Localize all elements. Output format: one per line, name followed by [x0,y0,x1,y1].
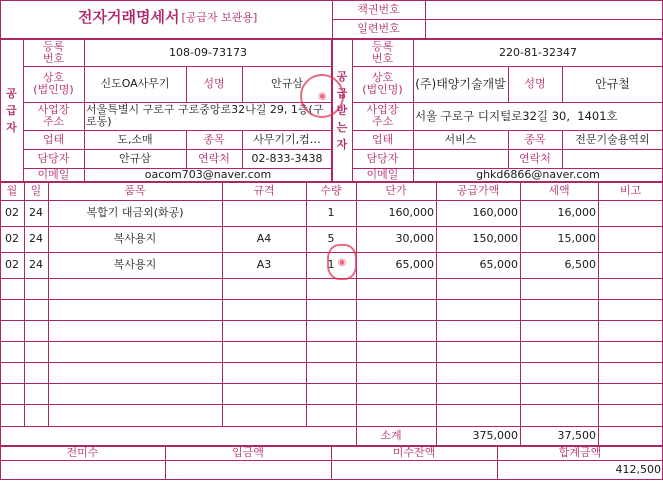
deposit-label: 입금액 [232,446,264,460]
supplier-reg-no-label: 등록 번호 [42,39,65,65]
buyer-phone-label: 연락처 [519,151,551,165]
supplier-reg-no: 108-09-73173 [169,45,247,59]
subtotal-tax: 37,500 [557,429,596,443]
buyer-email-label: 이메일 [366,168,399,182]
buyer-side-label: 공 급 받 는 자 [336,69,348,152]
col-qty-header: 수량 [320,184,342,198]
supplier-manager: 안규삼 [119,151,151,165]
supplier-phone-label: 연락처 [198,151,230,165]
supplier-biz-type: 도,소매 [117,132,153,146]
book-number-label: 책권번호 [357,2,400,16]
supplier-biz-type-label: 업태 [42,132,65,146]
subtotal-supply: 375,000 [472,429,518,443]
supplier-address-label: 사업장 주소 [37,103,70,128]
col-day-header: 일 [30,184,42,198]
buyer-address-label: 사업장 주소 [366,103,399,128]
buyer-address: 서울 구로구 디지털로32길 30, 1401호 [415,108,618,123]
col-supply-header: 공급가액 [456,184,500,198]
document-title [78,6,328,30]
supplier-biz-item: 사무기기,컴… [253,132,321,146]
item-seal [327,244,357,280]
supplier-phone: 02-833-3438 [251,151,323,165]
buyer-biz-type: 서비스 [444,132,477,146]
buyer-company-label: 상호 (법인명) [362,71,403,96]
supplier-rep: 안규삼 [271,77,303,91]
col-unit-price-header: 단가 [385,184,407,198]
buyer-reg-no-label: 등록 번호 [371,39,394,65]
buyer-biz-item-label: 종목 [524,132,546,146]
buyer-biz-item: 전문기술용역외 [575,132,650,146]
deposit-value [165,460,331,480]
supplier-biz-item-label: 종목 [203,132,225,146]
transaction-statement: 전자거래명세서 [공급자 보관용] 책권번호 일련번호 공 급 자 등록 번호 108-09-73173 상호 (법인명) 신도OA사무기 성명 안규삼 사업장 주소 서울특별시 구로구 구로중앙로32나길 29, 1층(구로동) 업태 도,소매 종목 사무기기,컴… 담당자 안규삼 연락처 02-833-3438 이메일 oacom703@naver.com ◉ 공 급 받 는 자 등록 번호 220-81-32347 상호 (법인명) (주)태양기술개발 성명 안규철 사업장 주소 서울 구로구 디지털로32길 30, 1401호 업태 서비스 종목 전문기술용역외 담당자 연락처 이메일 ghkd6866@naver.com 월 일 품목 규격 수량 단가 공급가액 세액 비고 02 24 복합기 대금외(화공) 1 160,000 160,000 16,000 02 24 복사용지 A4 5 30,000 150,000 15,000 02 24 복사용지 A3 1 65,000 65,000 6,500 ◉ 소계 375,000 37,500 전미수 입금액 미수잔액 합계금액 412,500 [0,0,663,484]
title-main: 전자거래명세서 [78,8,180,27]
supplier-manager-label: 담당자 [37,151,70,165]
buyer-company: (주)태양기술개발 [415,76,506,91]
serial-number-label: 일련번호 [357,22,400,36]
buyer-manager-label: 담당자 [366,151,399,165]
subtotal-label: 소계 [380,429,402,443]
buyer-biz-type-label: 업태 [371,132,394,146]
unpaid-label: 전미수 [66,446,99,460]
buyer-rep: 안규철 [595,76,630,91]
col-month-header: 월 [6,184,18,198]
title-sub: [공급자 보관용] [181,11,258,25]
supplier-seal-text: ◉ [316,89,328,103]
supplier-company-label: 상호 (법인명) [33,71,74,96]
supplier-company: 신도OA사무기 [100,77,170,91]
total-label: 합계금액 [558,446,602,460]
buyer-email: ghkd6866@naver.com [476,168,600,182]
col-item-header: 품목 [124,184,146,198]
supplier-address: 서울특별시 구로구 구로중앙로32나길 29, 1층(구로동) [86,103,324,128]
supplier-email: oacom703@naver.com [144,168,272,182]
total-value: 412,500 [615,463,661,477]
balance-value [331,460,497,480]
buyer-manager [413,149,508,168]
supplier-email-label: 이메일 [37,168,70,182]
col-note-header: 비고 [619,184,642,198]
balance-label: 미수잔액 [392,446,436,460]
col-tax-header: 세액 [548,184,570,198]
supplier-side-label: 공 급 자 [6,86,17,135]
supplier-rep-label: 성명 [203,77,225,91]
col-spec-header: 규격 [253,184,275,198]
buyer-rep-label: 성명 [524,77,546,91]
buyer-reg-no: 220-81-32347 [499,45,577,59]
item-seal-mark: ◉ [337,256,347,268]
buyer-phone [562,149,663,168]
unpaid-value [0,460,165,480]
